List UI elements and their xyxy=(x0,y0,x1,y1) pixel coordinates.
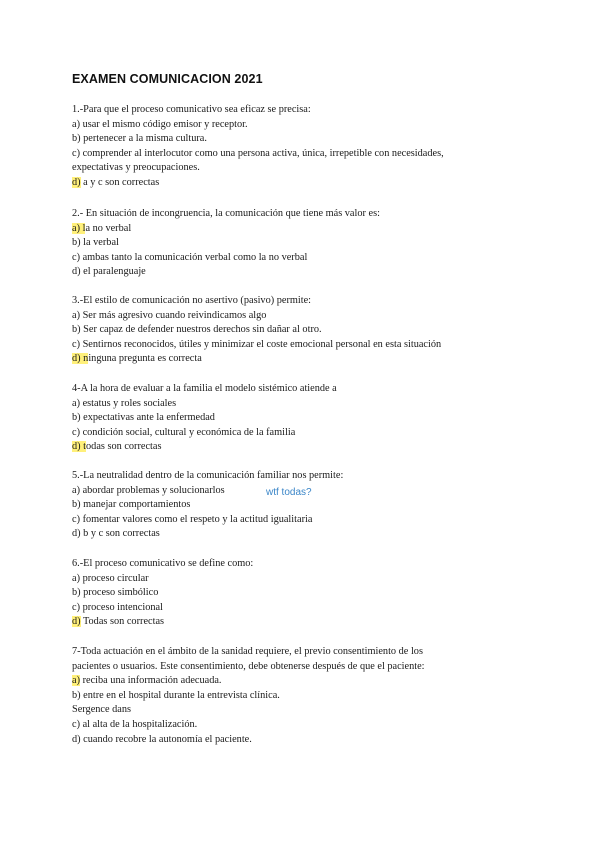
answer-option xyxy=(72,527,542,542)
answer-option xyxy=(72,397,542,412)
question-2 xyxy=(72,207,542,280)
question-stem: 4-A la hora de evaluar a la familia el modelo sistémico atiende a xyxy=(72,383,337,394)
option-text: b) manejar comportamientos xyxy=(72,499,191,511)
answer-option xyxy=(72,689,542,704)
question-stem: 6.-El proceso comunicativo se define como: xyxy=(72,558,254,569)
answer-option xyxy=(72,440,542,455)
option-text: a) proceso circular xyxy=(72,572,149,584)
question-stem: pacientes o usuarios. Este consentimiento, debe obtenerse después de que el paciente: xyxy=(72,660,425,672)
answer-option xyxy=(72,498,542,513)
question-6 xyxy=(72,557,542,630)
option-text: Todas son correctas xyxy=(80,616,165,628)
answer-option xyxy=(72,309,542,324)
question-stem: 5.-La neutralidad dentro de la comunicación familiar nos permite: xyxy=(72,470,344,481)
option-text: b) pertenecer a la misma cultura. xyxy=(72,133,207,145)
answer-option xyxy=(72,251,542,266)
question-4 xyxy=(72,382,542,455)
option-text: a) abordar problemas y solucionarlos xyxy=(72,484,225,496)
option-text: a y c son correctas xyxy=(80,176,160,188)
highlight-mark: d) n xyxy=(72,353,89,365)
answer-option xyxy=(72,323,542,338)
answer-option xyxy=(72,338,542,353)
option-text: a no verbal xyxy=(85,222,132,234)
answer-option xyxy=(72,222,542,237)
option-text: d) el paralenguaje xyxy=(72,266,146,278)
option-text: a) estatus y roles sociales xyxy=(72,397,177,409)
option-text: d) b y c son correctas xyxy=(72,528,160,540)
option-text: b) la verbal xyxy=(72,237,119,249)
option-text: expectativas y preocupaciones. xyxy=(72,162,200,174)
question-1 xyxy=(72,103,542,191)
handwritten-note: wtf todas? xyxy=(266,487,312,498)
highlight-mark: d) t xyxy=(72,441,87,453)
answer-option xyxy=(72,147,542,162)
option-text: b) Ser capaz de defender nuestros derechos sin dañar al otro. xyxy=(72,324,322,336)
question-3 xyxy=(72,294,542,367)
option-text: odas son correctas xyxy=(86,441,162,453)
option-text: inguna pregunta es correcta xyxy=(88,353,202,365)
answer-option xyxy=(72,733,542,748)
answer-option xyxy=(72,176,542,191)
answer-option xyxy=(72,615,542,630)
option-text: c) Sentirnos reconocidos, útiles y minimizar el coste emocional personal en esta situación xyxy=(72,338,442,350)
answer-option xyxy=(72,265,542,280)
question-stem: 7-Toda actuación en el ámbito de la sanidad requiere, el previo consentimiento de los xyxy=(72,646,423,657)
question-stem: 1.-Para que el proceso comunicativo sea eficaz se precisa: xyxy=(72,104,311,115)
answer-option xyxy=(72,236,542,251)
answer-option xyxy=(72,411,542,426)
answer-option xyxy=(72,161,542,176)
option-text: Sergence dans xyxy=(72,704,131,716)
question-stem: 3.-El estilo de comunicación no asertivo (pasivo) permite: xyxy=(72,295,312,306)
option-text: c) al alta de la hospitalización. xyxy=(72,718,198,730)
answer-option xyxy=(72,674,542,689)
question-stem: 2.- En situación de incongruencia, la comunicación que tiene más valor es: xyxy=(72,208,380,219)
answer-option xyxy=(72,426,542,441)
answer-option xyxy=(72,118,542,133)
option-text: b) proceso simbólico xyxy=(72,587,159,599)
option-text: a) usar el mismo código emisor y receptor. xyxy=(72,118,248,130)
option-text: c) proceso intencional xyxy=(72,601,163,613)
highlight-mark: d) xyxy=(72,176,81,188)
option-text: reciba una información adecuada. xyxy=(80,675,222,687)
answer-option xyxy=(72,572,542,587)
answer-option xyxy=(72,513,542,528)
option-text: b) expectativas ante la enfermedad xyxy=(72,412,215,424)
option-text: a) Ser más agresivo cuando reivindicamos algo xyxy=(72,309,267,321)
question-5 xyxy=(72,469,542,542)
option-text: c) fomentar valores como el respeto y la actitud igualitaria xyxy=(72,513,313,525)
option-text: c) ambas tanto la comunicación verbal como la no verbal xyxy=(72,251,308,263)
question-7 xyxy=(72,645,542,747)
option-text: d) cuando recobre la autonomía el paciente. xyxy=(72,733,252,745)
option-text: c) comprender al interlocutor como una persona activa, única, irrepetible con necesidades, xyxy=(72,147,444,159)
highlight-mark: a) xyxy=(72,675,80,687)
highlight-mark: d) xyxy=(72,616,81,628)
answer-option xyxy=(72,703,542,718)
answer-option xyxy=(72,586,542,601)
answer-option xyxy=(72,132,542,147)
answer-option xyxy=(72,352,542,367)
answer-option xyxy=(72,718,542,733)
answer-option xyxy=(72,601,542,616)
option-text: c) condición social, cultural y económica de la familia xyxy=(72,426,296,438)
page-title: EXAMEN COMUNICACION 2021 xyxy=(72,72,263,86)
option-text: b) entre en el hospital durante la entrevista clínica. xyxy=(72,689,280,701)
highlight-mark: a) l xyxy=(72,222,86,234)
